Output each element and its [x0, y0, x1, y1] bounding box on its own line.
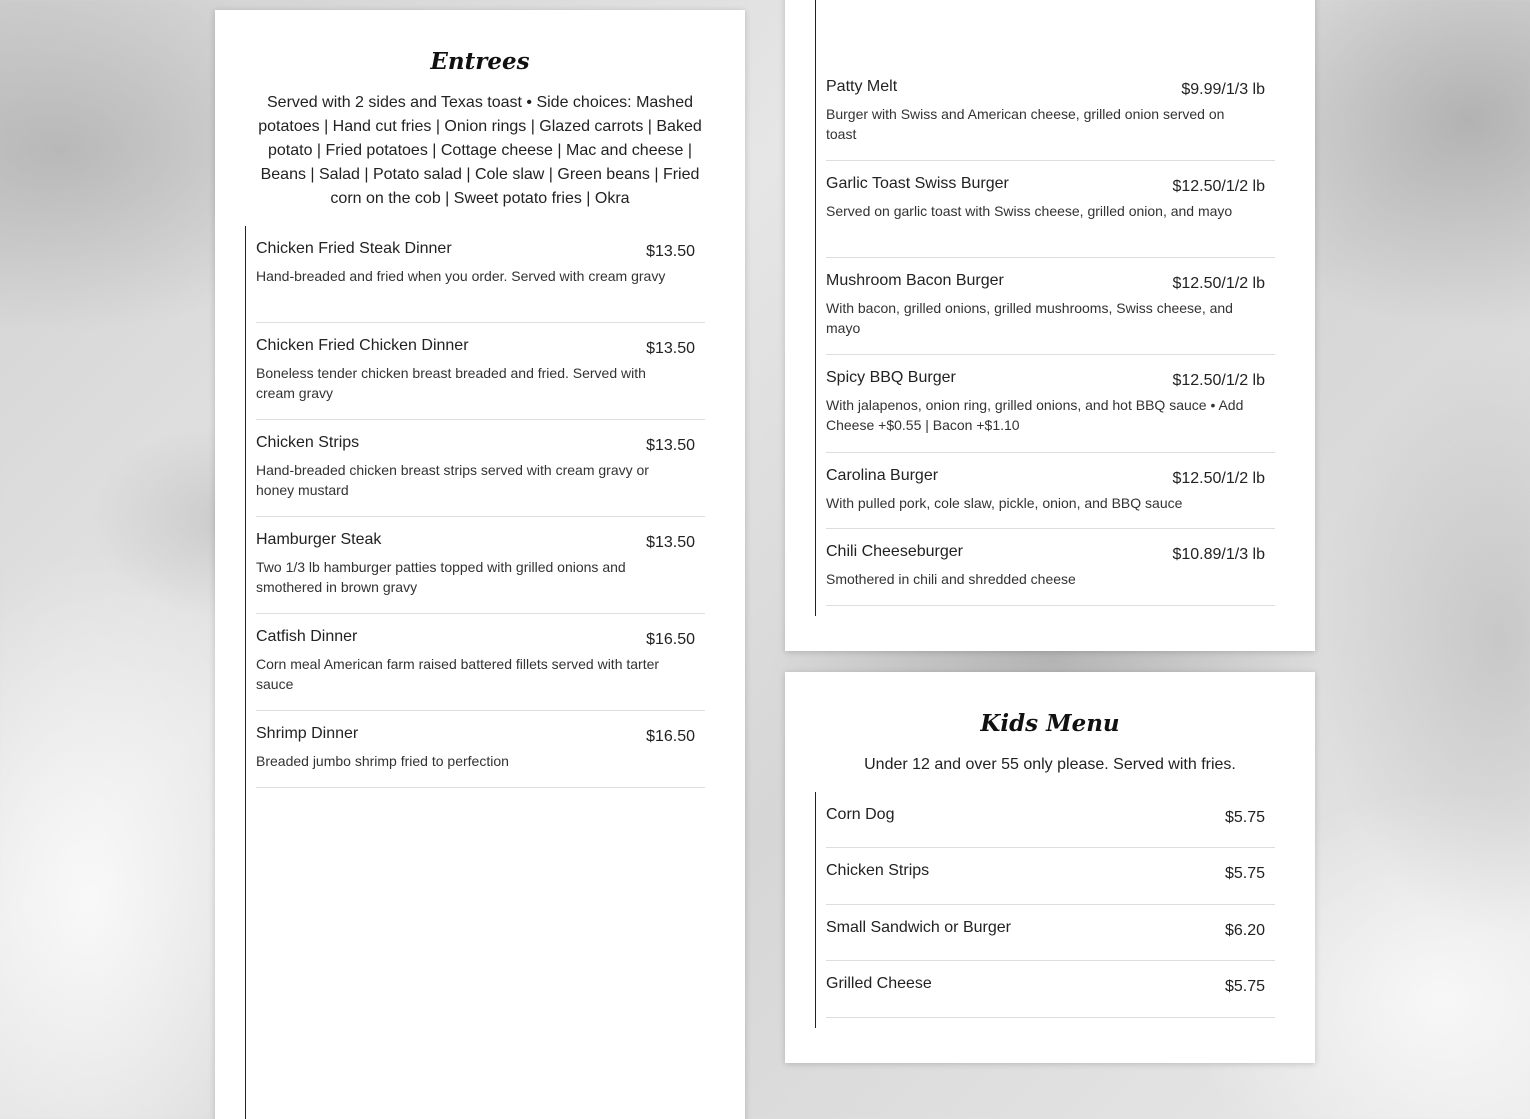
- menu-item: [826, 161, 1275, 258]
- item-name: Chicken Fried Steak Dinner: [256, 240, 452, 257]
- menu-item: [256, 420, 705, 517]
- item-price: $5.75: [1224, 809, 1265, 826]
- item-name: Corn Dog: [826, 806, 895, 823]
- item-price: $9.99/1/3 lb: [1181, 81, 1265, 98]
- menu-item: [826, 355, 1275, 453]
- menu-item: [256, 226, 705, 323]
- menu-item: [826, 905, 1275, 961]
- item-name: Chili Cheeseburger: [826, 543, 963, 560]
- item-price: $12.50/1/2 lb: [1172, 178, 1265, 195]
- item-description: Burger with Swiss and American cheese, grilled onion served on toast: [826, 106, 1225, 142]
- item-description: With bacon, grilled onions, grilled mushrooms, Swiss cheese, and mayo: [826, 300, 1233, 336]
- item-name: Chicken Fried Chicken Dinner: [256, 337, 469, 354]
- item-description: Hand-breaded and fried when you order. Served with cream gravy: [256, 268, 666, 284]
- item-description: Breaded jumbo shrimp fried to perfection: [256, 753, 509, 769]
- item-description: Two 1/3 lb hamburger patties topped with grilled onions and smothered in brown gravy: [256, 559, 626, 595]
- entrees-description: Served with 2 sides and Texas toast • Side choices: Mashed potatoes | Hand cut fries | Onion rings | Glazed carrots | Baked potato | Fried potatoes | Cottage cheese | Mac and cheese | Beans | Salad | Potato salad | Cole slaw | Green beans | Fried corn on the cob | Sweet potato fries | Okra: [258, 94, 702, 207]
- kids-menu-card: [785, 672, 1315, 1063]
- item-name: Hamburger Steak: [256, 531, 382, 548]
- item-name: Patty Melt: [826, 78, 898, 95]
- item-price: $16.50: [646, 631, 695, 648]
- item-price: $16.50: [646, 728, 695, 745]
- item-price: $12.50/1/2 lb: [1172, 372, 1265, 389]
- item-name: Chicken Strips: [826, 862, 930, 879]
- item-price: $5.75: [1224, 978, 1265, 995]
- item-price: $10.89/1/3 lb: [1172, 546, 1265, 563]
- item-name: Shrimp Dinner: [256, 725, 359, 742]
- item-description: With jalapenos, onion ring, grilled onions, and hot BBQ sauce • Add Cheese +$0.55 | Bacon +$1.10: [826, 397, 1244, 433]
- item-description: With pulled pork, cole slaw, pickle, onion, and BBQ sauce: [826, 495, 1183, 511]
- menu-item: [826, 961, 1275, 1018]
- menu-item: [256, 711, 705, 788]
- item-description: Served on garlic toast with Swiss cheese, grilled onion, and mayo: [826, 203, 1233, 219]
- menu-item: [256, 323, 705, 420]
- kids-menu-description: Under 12 and over 55 only please. Served with fries.: [864, 756, 1236, 773]
- item-price: $13.50: [646, 534, 695, 551]
- menu-item: [826, 64, 1275, 161]
- kids-item-list: [815, 792, 1276, 1028]
- item-name: Catfish Dinner: [256, 628, 358, 645]
- item-price: $13.50: [646, 437, 695, 454]
- burgers-card: [785, 0, 1315, 651]
- kids-menu-title: Kids Menu: [980, 710, 1120, 737]
- entrees-title: Entrees: [430, 48, 530, 75]
- menu-item: [256, 517, 705, 614]
- burgers-item-list: [815, 0, 1276, 616]
- menu-item: [256, 614, 705, 711]
- item-name: Mushroom Bacon Burger: [826, 272, 1004, 289]
- item-price: $12.50/1/2 lb: [1172, 470, 1265, 487]
- item-price: $13.50: [646, 243, 695, 260]
- item-description: Hand-breaded chicken breast strips served with cream gravy or honey mustard: [256, 462, 649, 498]
- item-price: $6.20: [1224, 922, 1265, 939]
- item-description: Boneless tender chicken breast breaded and fried. Served with cream gravy: [256, 365, 646, 401]
- item-name: Chicken Strips: [256, 434, 360, 451]
- menu-item: [826, 529, 1275, 606]
- item-price: $12.50/1/2 lb: [1172, 275, 1265, 292]
- menu-item: [826, 792, 1275, 848]
- item-price: $13.50: [646, 340, 695, 357]
- item-price: $5.75: [1224, 865, 1265, 882]
- item-name: Garlic Toast Swiss Burger: [826, 175, 1009, 192]
- entrees-item-list: [245, 226, 706, 1119]
- menu-item: [826, 453, 1275, 529]
- item-name: Carolina Burger: [826, 467, 939, 484]
- item-name: Spicy BBQ Burger: [826, 369, 956, 386]
- item-name: Small Sandwich or Burger: [826, 919, 1011, 936]
- item-description: Corn meal American farm raised battered fillets served with tarter sauce: [256, 656, 660, 692]
- menu-item: [826, 258, 1275, 355]
- item-description: Smothered in chili and shredded cheese: [826, 571, 1076, 587]
- list-spacer: [816, 0, 1276, 64]
- menu-item: [826, 848, 1275, 905]
- entrees-card: [215, 10, 745, 1119]
- item-name: Grilled Cheese: [826, 975, 932, 992]
